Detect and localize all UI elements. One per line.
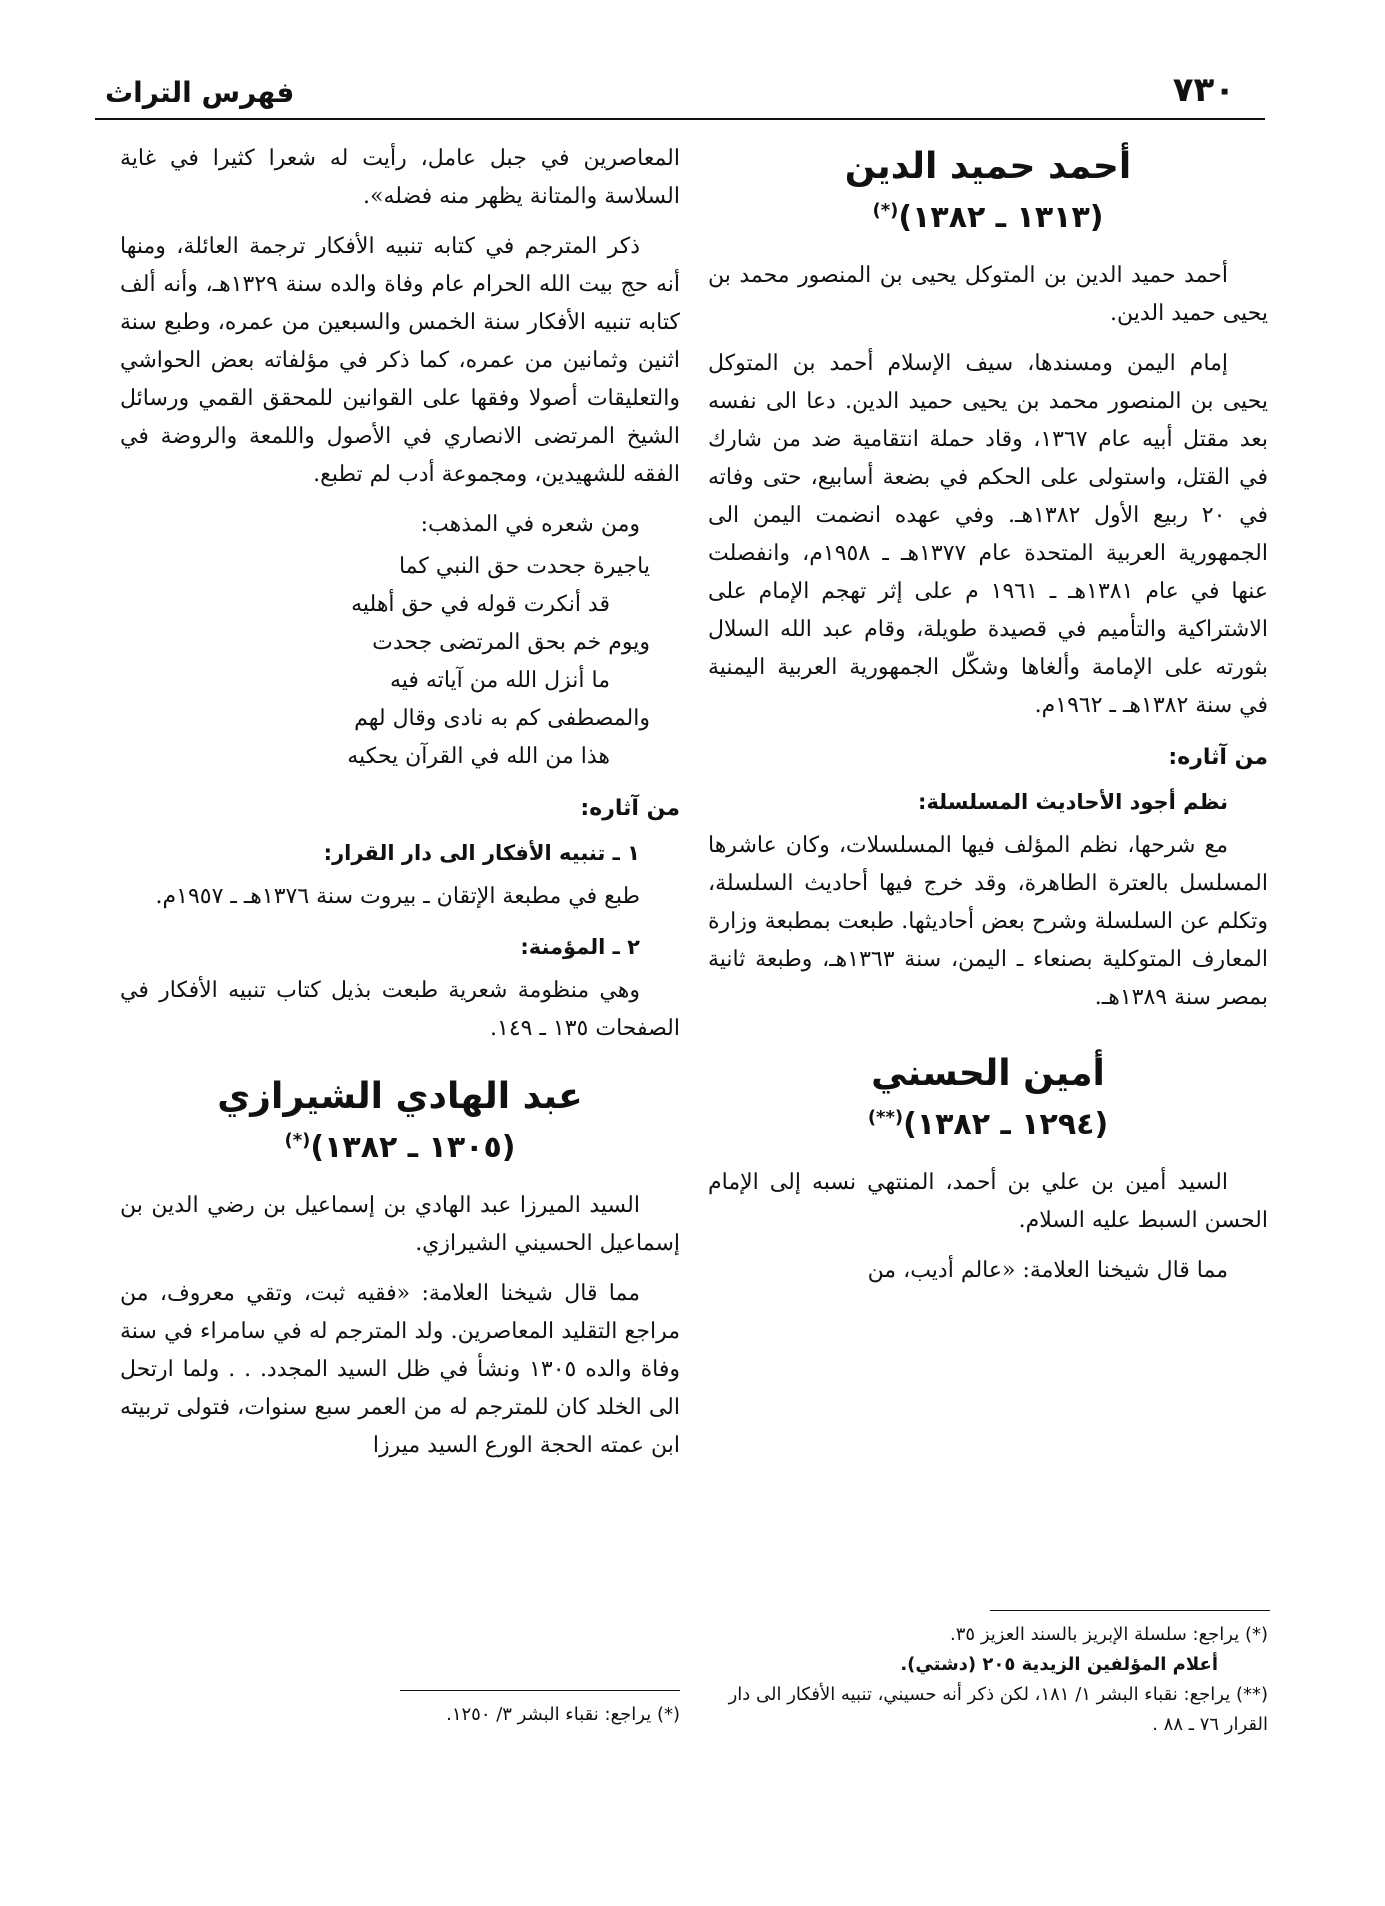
footnote: (*) يراجع: نقباء البشر ٣/ ١٢٥٠.	[446, 1704, 680, 1725]
paragraph: أحمد حميد الدين بن المتوكل يحيى بن المنصور محمد بن يحيى حميد الدين.	[708, 263, 1268, 326]
footnote-rule-right	[990, 1610, 1270, 1611]
entry-title-ahmad: أحمد حميد الدين	[844, 146, 1132, 187]
page-header	[75, 70, 1275, 120]
page-number: ٧٣٠	[1172, 70, 1235, 110]
entry-title-shirazi: عبد الهادي الشيرازي	[217, 1076, 583, 1117]
work-title: نظم أجود الأحاديث المسلسلة:	[918, 790, 1228, 814]
paragraph: مما قال شيخنا العلامة: «عالم أديب، من	[867, 1258, 1228, 1283]
paragraph: مما قال شيخنا العلامة: «فقيه ثبت، وتقي معروف، من مراجع التقليد المعاصرين. ولد المترجم له في سامراء في سنة وفاة والده ١٣٠٥ ونشأ في ظل السيد المجدد. . . ولما ارتحل الى الخلد كان للمترجم له من العمر سبع سنوات، فتولى تربيته ابن عمته الحجة الورع السيد ميرزا	[120, 1281, 681, 1458]
paragraph: طبع في مطبعة الإتقان ـ بيروت سنة ١٣٧٦هـ ـ ١٩٥٧م.	[155, 884, 640, 909]
right-column	[708, 140, 1268, 1302]
paragraph: ومن شعره في المذهب:	[420, 512, 640, 537]
footnotes-left	[120, 1700, 680, 1730]
dates-text: (١٢٩٤ ـ ١٣٨٢)	[903, 1107, 1109, 1142]
works-heading: من آثاره:	[580, 796, 680, 821]
verse-line: ياجيرة جحدت حق النبي كما	[398, 554, 650, 579]
works-heading: من آثاره:	[1168, 745, 1268, 770]
footnote: (*) يراجع: سلسلة الإبريز بالسند العزيز ٣٥.	[950, 1624, 1268, 1645]
poem-verses	[120, 548, 680, 776]
paragraph: وهي منظومة شعرية طبعت بذيل كتاب تنبيه الأفكار في الصفحات ١٣٥ ـ ١٤٩.	[120, 978, 680, 1041]
paragraph: السيد الميرزا عبد الهادي بن إسماعيل بن رضي الدين بن إسماعيل الحسيني الشيرازي.	[120, 1193, 680, 1256]
paragraph: المعاصرين في جبل عامل، رأيت له شعرا كثيرا في غاية السلاسة والمتانة يظهر منه فضله».	[120, 146, 680, 209]
footnote: (**) يراجع: نقباء البشر ١/ ١٨١، لكن ذكر أنه حسيني، تنبيه الأفكار الى دار القرار ٧٦ ـ ٨٨ .	[728, 1684, 1268, 1735]
work-title: ١ ـ تنبيه الأفكار الى دار القرار:	[323, 841, 640, 865]
running-title: فهرس التراث	[105, 76, 295, 109]
header-rule	[95, 118, 1265, 120]
footnotes-right	[708, 1620, 1268, 1740]
paragraph: ذكر المترجم في كتابه تنبيه الأفكار ترجمة العائلة، ومنها أنه حج بيت الله الحرام عام وفاة والده سنة ١٣٢٩هـ، وأنه ألف كتابه تنبيه الأفكار سنة الخمس والسبعين من عمره، وطبع سنة اثنين وثمانين من عمره، كما ذكر في مؤلفاته بعض الحواشي والتعليقات أصولا وفقها على القوانين للمحقق القمي ورسائل الشيخ المرتضى الانصاري في الأصول واللمعة والروضة في الفقه للشهيدين، ومجموعة أدب لم تطبع.	[120, 234, 680, 487]
entry-dates-shirazi	[120, 1120, 680, 1169]
dates-text: (١٣٠٥ ـ ١٣٨٢)	[310, 1130, 516, 1165]
entry-dates-ahmad	[708, 190, 1268, 239]
footnote-marker: (*)	[284, 1130, 311, 1151]
left-column	[120, 140, 680, 1477]
footnote: أعلام المؤلفين الزيدية ٢٠٥ (دشتي).	[900, 1654, 1218, 1675]
work-title: ٢ ـ المؤمنة:	[520, 935, 640, 959]
paragraph: مع شرحها، نظم المؤلف فيها المسلسلات، وكان عاشرها المسلسل بالعترة الطاهرة، وقد خرج فيها أحاديث السلسلة، وتكلم عن السلسلة وشرح بعض أحاديثها. طبعت بمطبعة وزارة المعارف المتوكلية بصنعاء ـ اليمن، سنة ١٣٦٣هـ، وطبعة ثانية بمصر سنة ١٣٨٩هـ.	[708, 833, 1268, 1010]
footnote-rule-left	[400, 1690, 680, 1691]
entry-title-amin: أمين الحسني	[871, 1053, 1105, 1094]
dates-text: (١٣١٣ ـ ١٣٨٢)	[898, 200, 1104, 235]
entry-dates-amin	[708, 1097, 1268, 1146]
verse-line: والمصطفى كم به نادى وقال لهم	[354, 706, 650, 731]
verse-line: ويوم خم بحق المرتضى جحدت	[372, 630, 650, 655]
verse-line: قد أنكرت قوله في حق أهليه	[351, 592, 610, 617]
footnote-marker: (*)	[872, 200, 899, 221]
paragraph: إمام اليمن ومسندها، سيف الإسلام أحمد بن المتوكل يحيى بن المنصور محمد بن يحيى حميد الدين. دعا الى نفسه بعد مقتل أبيه عام ١٣٦٧، وقاد حملة انتقامية ضد من شارك في القتل، واستولى على الحكم في بضعة أسابيع، حتى وفاته في ٢٠ ربيع الأول ١٣٨٢هـ. وفي عهده انضمت اليمن الى الجمهورية العربية المتحدة عام ١٣٧٧هـ ـ ١٩٥٨م، وانفصلت عنها في عام ١٣٨١هـ ـ ١٩٦١ م على إثر تهجم الإمام على الاشتراكية والتأميم في قصيدة طويلة، وقام عبد الله السلال بثورته على الإمامة وألغاها وشكّل الجمهورية العربية اليمنية في سنة ١٣٨٢هـ ـ ١٩٦٢م.	[708, 351, 1268, 718]
paragraph: السيد أمين بن علي بن أحمد، المنتهي نسبه إلى الإمام الحسن السبط عليه السلام.	[708, 1170, 1268, 1233]
footnote-marker: (**)	[867, 1107, 904, 1128]
verse-line: هذا من الله في القرآن يحكيه	[347, 744, 610, 769]
verse-line: ما أنزل الله من آياته فيه	[389, 668, 610, 693]
